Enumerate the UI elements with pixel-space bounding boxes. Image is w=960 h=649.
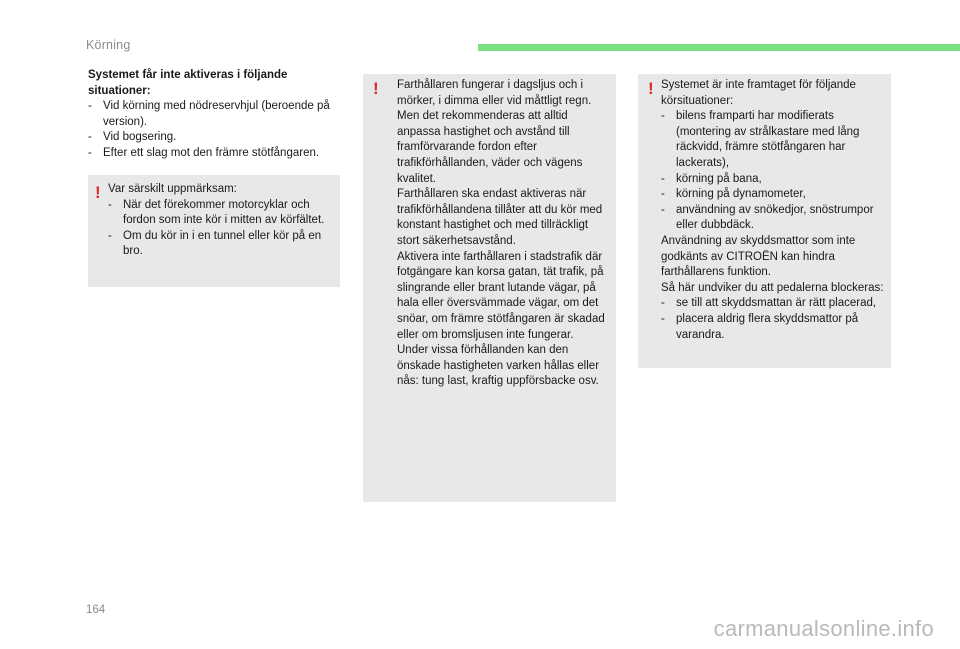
paragraph: Farthållaren ska endast aktiveras när trafikförhållandena tillåter att du kör med konstant hastighet och med tillräckligt stort säkerhetsavstånd. <box>397 188 603 247</box>
warning-box-attention <box>88 175 340 287</box>
mats-paragraph: Användning av skyddsmattor som inte godkänts av CITROËN kan hindra farthållarens funktion. <box>661 234 856 279</box>
warning-box-cruise-control <box>363 74 616 502</box>
list-item: - Vid bogsering. <box>88 130 340 146</box>
list-item: - Vid körning med nödreservhjul (beroende på version). <box>88 99 340 130</box>
column-1 <box>88 68 340 162</box>
list-item: - placera aldrig flera skyddsmattor på varandra. <box>661 312 887 343</box>
box-intro: Var särskilt uppmärksam: <box>108 183 237 195</box>
list-item: - När det förekommer motorcyklar och fordon som inte kör i mitten av körfältet. <box>108 198 334 229</box>
pedal-intro: Så här undviker du att pedalerna blockeras: <box>661 281 884 294</box>
pedal-list <box>661 296 887 343</box>
list-item: - körning på bana, <box>661 172 887 188</box>
conditions-list <box>88 99 340 161</box>
list-item: - bilens framparti har modifierats (montering av strålkastare med lång räckvidd, främre stötfångaren har lackerats), <box>661 109 887 171</box>
box-list <box>108 198 334 260</box>
warning-icon: ! <box>373 79 379 98</box>
conditions-heading: Systemet får inte aktiveras i följande situationer: <box>88 69 288 97</box>
situations-list <box>661 109 887 234</box>
header-accent-bar <box>478 44 960 51</box>
paragraph: Farthållaren fungerar i dagsljus och i mörker, i dimma eller vid måttligt regn. Men det rekommenderas att alltid anpassa hastighet och avstånd till framförvarande fordon efter trafikförhållanden, väder och vägens kvalitet. <box>397 79 592 185</box>
paragraph: Under vissa förhållanden kan den önskade hastigheten varken hållas eller nås: tung last, kraftig uppförsbacke osv. <box>397 344 600 388</box>
list-item: - körning på dynamometer, <box>661 187 887 203</box>
warning-icon: ! <box>648 79 654 98</box>
warning-icon: ! <box>95 183 101 202</box>
watermark: carmanualsonline.info <box>713 616 934 641</box>
box-intro: Systemet är inte framtaget för följande körsituationer: <box>661 79 856 107</box>
section-title: Körning <box>86 38 131 52</box>
warning-box-driving-situations <box>638 74 891 368</box>
list-item: - Om du kör in i en tunnel eller kör på en bro. <box>108 229 334 260</box>
page-number: 164 <box>86 604 106 616</box>
paragraph: Aktivera inte farthållaren i stadstrafik där fotgängare kan korsa gatan, tät trafik, på slingrande eller brant lutande vägar, på hala eller översvämmade vägar, om det snöar, om främre stötfångaren är skadad eller om bromsljusen inte fungerar. <box>397 250 605 341</box>
list-item: - Efter ett slag mot den främre stötfångaren. <box>88 146 340 162</box>
list-item: - se till att skyddsmattan är rätt placerad, <box>661 296 887 312</box>
list-item: - användning av snökedjor, snöstrumpor eller dubbdäck. <box>661 203 887 234</box>
